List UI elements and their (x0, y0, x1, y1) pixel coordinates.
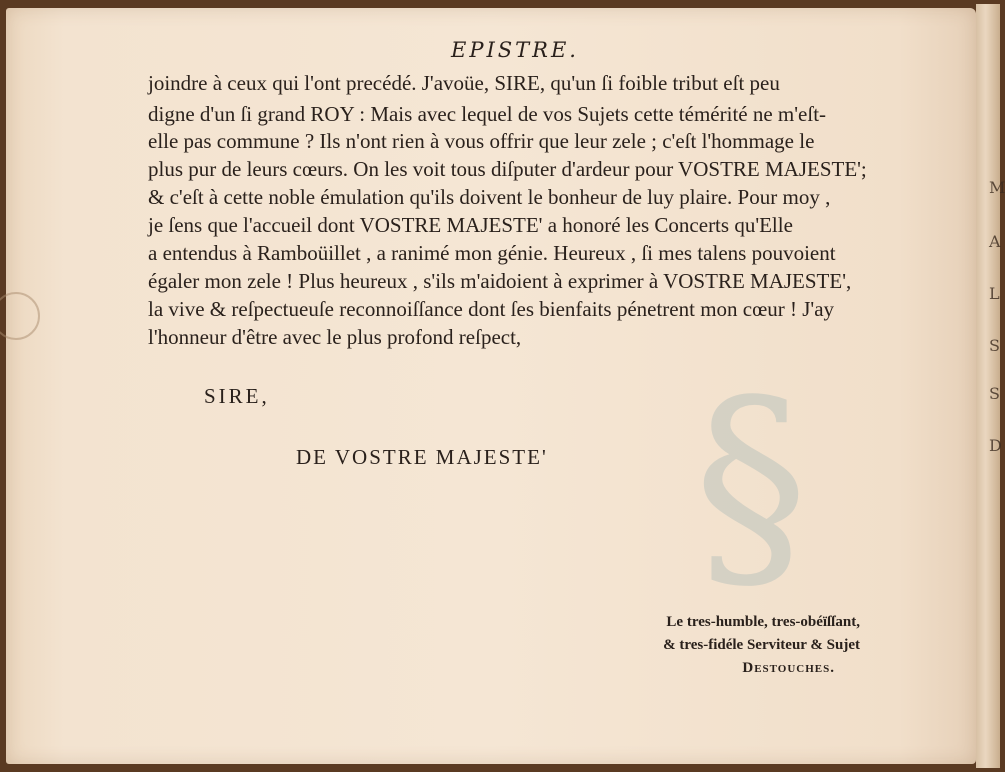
body-line: elle pas commune ? Ils n'ont rien à vous offrir que leur zele ; c'eſt l'hommage le (148, 129, 815, 153)
signature-line-2: & tres-fidéle Serviteur & Sujet (663, 637, 860, 653)
body-line: digne d'un ſi grand ROY : Mais avec lequel de vos Sujets cette témérité ne m'eſt- (148, 102, 827, 126)
body-line: la vive & reſpectueuſe reconnoiſſance dont ſes bienfaits pénetrent mon cœur ! J'ay (148, 297, 835, 321)
body-line: a entendus à Ramboüillet , a ranimé mon génie. Heureux , ſi mes talens pouvoient (148, 241, 836, 265)
signature-line-1: Le tres-humble, tres-obéïſſant, (666, 614, 860, 630)
salutation: SIRE, (204, 384, 270, 408)
body-line: je ſens que l'accueil dont VOSTRE MAJESTE' a honoré les Concerts qu'Elle (148, 213, 793, 237)
paper-stain (0, 292, 40, 340)
signature-name: Destouches. (742, 660, 835, 676)
edge-letter: L (989, 284, 1000, 303)
body-line: égaler mon zele ! Plus heureux , s'ils m'aidoient à exprimer à VOSTRE MAJESTE', (148, 269, 852, 293)
body-line: & c'eſt à cette noble émulation qu'ils doivent le bonheur de luy plaire. Pour moy , (148, 185, 831, 209)
ornament-show-through: § (693, 352, 809, 619)
body-line: plus pur de leurs cœurs. On les voit tous diſputer d'ardeur pour VOSTRE MAJESTE'; (148, 157, 867, 181)
body-line: joindre à ceux qui l'ont precédé. J'avoüe, SIRE, qu'un ſi foible tribut eſt peu (148, 71, 780, 95)
edge-letter: S (989, 336, 1000, 355)
page-header: EPISTRE. (451, 38, 579, 62)
edge-letter: D (989, 436, 1002, 455)
edge-letter: A (989, 232, 1001, 251)
majesty-line: DE VOSTRE MAJESTE' (296, 445, 548, 469)
edge-letter: M (989, 178, 1005, 197)
edge-letter: S (989, 384, 1000, 403)
body-line: l'honneur d'être avec le plus profond reſpect, (148, 325, 522, 349)
